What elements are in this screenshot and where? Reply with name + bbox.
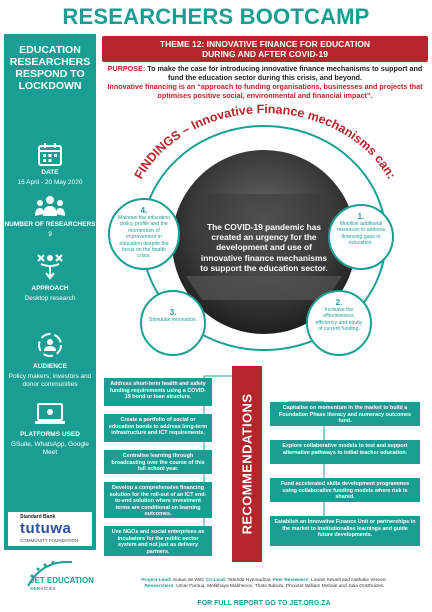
- finding-4-text: Maintain the education policy profile and the momentum of improvement in education despite the focus on the health crisis.: [117, 215, 171, 260]
- date-value: 16 April - 20 May 2020: [17, 179, 83, 186]
- finding-1-text: Mobilise additional resources to address financing gaps in education.: [336, 221, 386, 247]
- finding-4-num: 4.: [140, 206, 148, 215]
- sponsor-small-text: Standard Bank: [20, 514, 56, 520]
- audience-label: AUDIENCE: [33, 363, 67, 370]
- sponsor-sub: COMMUNITY FOUNDATION: [20, 538, 79, 543]
- rec-right-1: Capitalise on momentum in the market to build a Foundation Phase literacy and numeracy outcomes fund.: [270, 402, 420, 426]
- platforms-block: [4, 402, 96, 457]
- colead-label: Co-Lead:: [205, 578, 227, 583]
- lead-name: Susan de Witt;: [172, 578, 205, 583]
- audience-value: Policy makers, investors and donor communities: [8, 373, 92, 388]
- researchers-label: NUMBER OF RESEARCHERS: [4, 221, 96, 228]
- sponsor-name: tutuwa: [20, 520, 72, 537]
- platform-icon: [33, 402, 67, 428]
- people-icon: [33, 194, 67, 218]
- finding-3-num: 3.: [169, 308, 177, 317]
- finding-3: [140, 290, 206, 356]
- rec-left-4: Develop a comprehensive financing solution for the roll-out of an ICT end-to-end solution where investment terms are conditional on learning outcomes.: [104, 482, 212, 518]
- finding-3-text: Stimulate innovation.: [148, 317, 198, 323]
- platforms-value: GSuite, WhatsApp, Google Meet: [10, 441, 90, 456]
- lead-label: Project Lead:: [141, 578, 172, 583]
- findings-center-text: The COVID-19 pandemic has created an urgency for the development and use of innovative finance mechanisms to support the education sector.: [200, 222, 328, 273]
- theme-header: [102, 36, 428, 62]
- credits: [100, 578, 428, 590]
- researchers-credit-label: Researchers:: [144, 584, 175, 590]
- peer-names: Louise Sewell and Nathalie Vereen;: [311, 578, 387, 583]
- purpose-label: PURPOSE:: [107, 64, 146, 73]
- approach-value: Desktop research: [24, 295, 76, 302]
- approach-label: APPROACH: [31, 285, 69, 292]
- report-link[interactable]: FOR FULL REPORT GO TO JET.ORG.ZA: [197, 600, 331, 607]
- rec-left-1: Address short-term health and safety funding requirements using a COVID-19 bond or loan structure.: [104, 378, 212, 406]
- innovative-definition: Innovative financing is an “approach to funding organisations, businesses and projects that optimises positive social, environmental and financial impact”.: [107, 82, 423, 100]
- researchers-credit-names: Umar Farouq, Melikhaya Makhence, Thato Babulu, Phouzet William Mehale and Julia Oosthuizen: [176, 584, 384, 590]
- purpose-body: To make the case for introducing innovative finance mechanisms to support and fund the education sector during this crisis, and beyond.: [147, 64, 423, 82]
- finding-1: [328, 204, 394, 270]
- theme-line-2: DURING AND AFTER COVID-19: [202, 49, 328, 59]
- findings-arc-label: FINDINGS – Innovative Finance mechanisms can:: [131, 104, 399, 182]
- rec-right-2: Explore collaborative models to test and support alternative pathways to initial teacher education.: [270, 440, 420, 464]
- recommendations-label: RECOMMENDATIONS: [239, 393, 255, 535]
- finding-1-num: 1.: [357, 212, 365, 221]
- finding-2: [306, 290, 372, 356]
- researchers-value: 9: [48, 231, 52, 238]
- rec-left-5: Use NGOs and social enterprises as incubators for the public sector system and not just as delivery partners.: [104, 526, 212, 556]
- rec-left-3: Centralise learning through broadcasting over the course of this full school year.: [104, 450, 212, 474]
- jet-logo-name: JET EDUCATION: [30, 576, 94, 585]
- finding-2-text: Increase the effectiveness, efficiency and equity of current funding.: [315, 307, 363, 333]
- credits-line-2: [100, 584, 428, 590]
- approach-block: [4, 252, 96, 303]
- calendar-icon: [37, 142, 63, 166]
- rec-right-3: Fund accelerated skills development programmes using collaborative funding models where risk is shared.: [270, 478, 420, 502]
- theme-line-1: THEME 12: INNOVATIVE FINANCE FOR EDUCATION: [159, 39, 371, 49]
- peer-label: Peer Reviewers:: [272, 578, 310, 583]
- jet-logo-sub: SERVICES: [30, 586, 56, 591]
- sidebar: [4, 34, 96, 534]
- finding-2-num: 2.: [335, 298, 343, 307]
- audience-icon: [35, 330, 65, 360]
- page-title: RESEARCHERS BOOTCAMP: [62, 4, 370, 29]
- sidebar-heading: EDUCATION RESEARCHERS RESPOND TO LOCKDOWN: [9, 44, 91, 92]
- date-label: DATE: [41, 169, 59, 176]
- sponsor-area: [4, 508, 96, 550]
- purpose-text: [104, 64, 426, 82]
- rec-right-4: Establish an Innovative Finance Unit or partnerships in the market to institutionalise learnings and guide future developments.: [270, 516, 420, 546]
- strategy-icon: [35, 252, 65, 282]
- platforms-label: PLATFORMS USED: [20, 431, 80, 438]
- colead-name: Tatenda Nyemudzai;: [227, 578, 272, 583]
- sponsor-logo: [8, 512, 92, 546]
- recommendations-label-bar: [232, 366, 262, 562]
- rec-left-2: Create a portfolio of social or education bonds to address long-term infrastructure and ICT requirements.: [104, 414, 212, 442]
- audience-block: [4, 330, 96, 389]
- researchers-block: [4, 194, 96, 239]
- finding-4: [108, 198, 180, 270]
- date-block: [4, 142, 96, 187]
